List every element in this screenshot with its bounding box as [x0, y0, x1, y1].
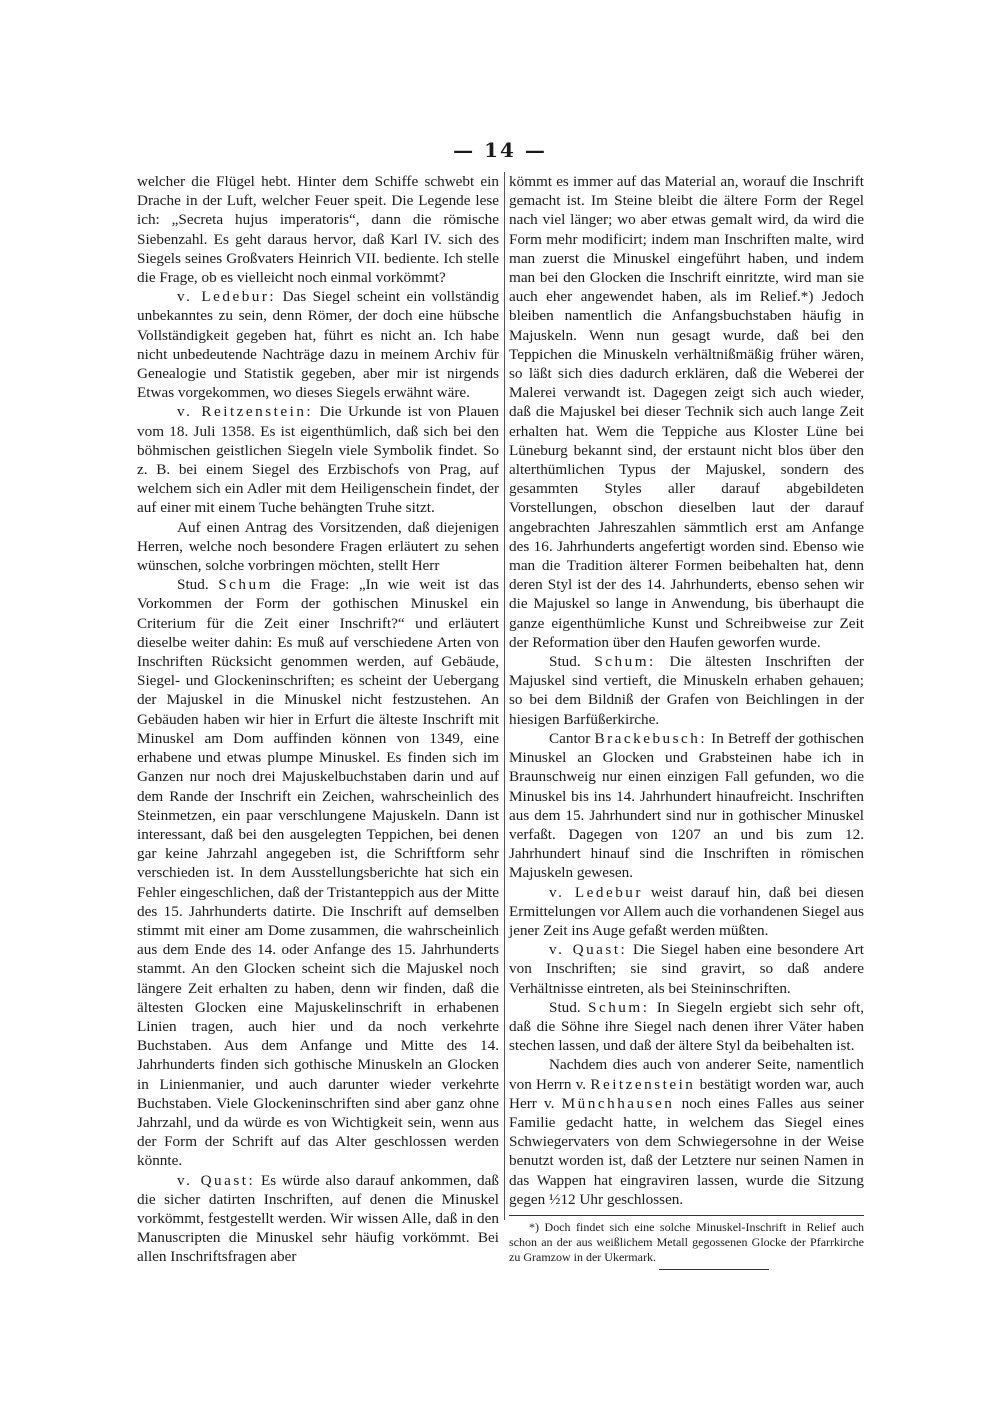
- page-number: — 14 —: [453, 138, 547, 162]
- paragraph: [137, 1171, 499, 1267]
- paragraph: [137, 287, 499, 402]
- right-column: [509, 172, 864, 1270]
- speaker-name: v. Ledebur:: [177, 288, 277, 306]
- speaker-name: v. Reitzenstein:: [177, 403, 314, 421]
- paragraph: [137, 402, 499, 517]
- column-divider: [504, 172, 505, 1220]
- person-name: Reitzenstein: [590, 1075, 696, 1093]
- paragraph-text: In Siegeln ergiebt sich sehr oft, daß die Söhne ihre Siegel nach denen ihrer Väter haben stechen lassen, und daß der ältere Styl da beibehalten ist.: [509, 998, 864, 1055]
- paragraph: [509, 883, 864, 941]
- paragraph-text: noch eines Falles aus seiner Familie gedacht hatte, in welchem das Siegel eines Schwiegervaters von dem Schwiegersohne in der Weise benutzt worden ist, daß der Letztere nur seinen Namen in das Wappen hat eingraviren lassen, wurde die Sitzung gegen ½12 Uhr geschlossen.: [509, 1094, 864, 1208]
- paragraph-text: Die Urkunde ist von Plauen vom 18. Juli 1358. Es ist eigenthümlich, daß sich bei den böhmischen geistlichen Siegeln viele Symbolik findet. So z. B. bei einem Siegel des Erzbischofs von Prag, auf welchem sich ein Adler mit dem Heiligenschein findet, der auf einer mit einem Tuche behängten Truhe sitzt.: [137, 403, 499, 517]
- speaker-title: Cantor: [549, 729, 591, 747]
- speaker-title: Stud.: [549, 998, 581, 1016]
- speaker-name: v. Quast:: [177, 1171, 256, 1189]
- left-column: [137, 172, 499, 1267]
- paragraph-text: Das Siegel scheint ein vollständig unbekanntes zu sein, denn Römer, der doch eine hübsche Vollständigkeit gegeben hat, führt es nicht an. Ich habe nicht unbedeutende Nachträge dazu in meinem Archiv für Genealogie und Statistik gegeben, aber mir ist nirgends Etwas vorgekommen, wo dieses Siegels erwähnt wäre.: [137, 288, 499, 402]
- paragraph-text: bestätigt worden war, auch Herr v.: [509, 1075, 864, 1112]
- paragraph-text: Nachdem dies auch von anderer Seite, namentlich von Herrn v.: [509, 1056, 864, 1093]
- speaker-name: Schum:: [594, 653, 656, 671]
- speaker-title: Stud.: [549, 653, 581, 671]
- paragraph: [137, 575, 499, 1170]
- footnote-end-rule: [659, 1269, 769, 1270]
- paragraph-text: Es würde also darauf ankommen, daß die sicher datirten Inschriften, auf denen die Minuskel vorkömmt, festgestellt werden. Wir wissen Alle, daß in den Manuscripten die Minuskel sehr häufig vorkömmt. Bei allen Inschriftsfragen aber: [137, 1171, 499, 1266]
- footnote: *) Doch findet sich eine solche Minuskel-Inschrift in Relief auch schon an der aus weißlichem Metall gegossenen Glocke der Pfarrkirche zu Gramzow in der Ukermark.: [509, 1219, 864, 1264]
- paragraph: kömmt es immer auf das Material an, worauf die Inschrift gemacht ist. Im Steine bleibt die ältere Form der Regel nach viel länger; wo aber etwas gemalt wird, da wird die Form mehr modificirt; indem man Inschriften malte, wird man zuerst die Minuskel eingeführt haben, und indem man bei den Glocken die Inschrift einritzte, wird man sie auch eher angewendet haben, als im Relief.*) Jedoch bleiben namentlich die Anfangsbuchstaben häufig in Majuskeln. Wenn nun gesagt wurde, daß bei den Teppichen die Minuskeln verhältnißmäßig früher wären, so läßt sich dies dadurch erklären, daß die Weberei der Malerei verwandt ist. Dagegen zeigt sich auch wieder, daß die Majuskel bei dieser Technik sich auch lange Zeit erhalten hat. Wem die Teppiche aus Kloster Lüne bei Lüneburg bekannt sind, der erstaunt nicht blos über den alterthümlichen Typus der Majuskel, sondern des gesammten Styles aller darauf abgebildeten Vorstellungen, obschon dieselben laut der darauf angebrachten Jahreszahlen sämmtlich erst am Anfange des 16. Jahrhunderts angefertigt worden sind. Ebenso wie man die Tradition älterer Formen beibehalten hat, denn deren Styl ist der des 14. Jahrhunderts, ebenso sehen wir die Majuskel so lange in Anwendung, bis überhaupt die ganze eigenthümliche Kunst und Schreibweise zur Zeit der Reformation über den Haufen geworfen wurde.: [509, 173, 864, 651]
- paragraph: Auf einen Antrag des Vorsitzenden, daß diejenigen Herren, welche noch besondere Fragen erläutert zu sehen wünschen, solche vorbringen möchten, stellt Herr: [137, 518, 499, 575]
- speaker-name: Schum: [218, 576, 273, 594]
- paragraph-text: Die Siegel haben eine besondere Art von Inschriften; sie sind gravirt, so daß andere Verhältnisse eintreten, als bei Steininschriften.: [509, 941, 865, 997]
- speaker-name: v. Ledebur: [549, 883, 643, 901]
- paragraph: [509, 998, 864, 1056]
- speaker-name: v. Quast:: [549, 941, 628, 959]
- paragraph: [509, 652, 864, 729]
- paragraph: [509, 940, 864, 998]
- speaker-name: Schum:: [588, 998, 650, 1016]
- paragraph-text: Die ältesten Inschriften der Majuskel sind vertieft, die Minuskeln erhaben gehauen; so bei dem Bildniß der Grafen von Beichlingen in der hiesigen Barfüßerkirche.: [509, 653, 864, 728]
- paragraph-text: In Betreff der gothischen Minuskel an Glocken und Grabsteinen habe ich in Braunschweig nur einen einzigen Fall gefunden, wo die Minuskel bis ins 14. Jahrhundert hinaufreicht. Inschriften aus dem 15. Jahrhundert sind nur in gothischer Minuskel verfaßt. Dagegen von 1207 an und bis zum 12. Jahrhundert hinauf sind die Inschriften in römischen Majuskeln gewesen.: [509, 729, 865, 882]
- person-name: Münchhausen: [561, 1094, 675, 1112]
- paragraph: [509, 1055, 864, 1209]
- paragraph-text: weist darauf hin, daß bei diesen Ermittelungen vor Allem auch die vorhandenen Siegel aus jener Zeit ins Auge gefaßt werden müßten.: [509, 883, 864, 939]
- paragraph: [509, 729, 864, 883]
- speaker-title: Stud.: [177, 576, 209, 594]
- paragraph: welcher die Flügel hebt. Hinter dem Schiffe schwebt ein Drache in der Luft, welcher Feuer speit. Die Legende lese ich: „Secreta hujus imperatoris“, dann die römische Siebenzahl. Es geht daraus hervor, daß Karl IV. sich des Siegels seines Großvaters Heinrich VII. bediente. Ich stelle die Frage, ob es vielleicht noch einmal vorkömmt?: [137, 173, 499, 287]
- paragraph-text: die Frage: „In wie weit ist das Vorkommen der Form der gothischen Minuskel ein Criterium für die Zeit einer Inschrift?“ und erläutert dieselbe weiter dahin: Es muß auf verschiedene Arten von Inschriften Rücksicht genommen werden, auf Gebäude, Siegel- und Glockeninschriften; es scheint der Uebergang der Majuskel in die Minuskel nicht festzustehen. An Gebäuden haben wir hier in Erfurt die älteste Inschrift mit Minuskel am Dom auffinden können von 1349, eine erhabene und etwas plumpe Minuskel. Es finden sich im Ganzen nur noch drei Majuskelbuchstaben darin und auf dem Rande der Inschrift ein Zeichen, wahrscheinlich des Steinmetzen, ein paar verschlungene Majuskeln. Dann ist interessant, daß bei den ausgelegten Teppichen, bei denen gar keine Jahrzahl angegeben ist, die Schriftform sehr verschieden ist. In dem Ausstellungsberichte hat sich ein Fehler eingeschlichen, daß der Tristanteppich aus der Mitte des 15. Jahrhunderts datirte. Die Inschrift auf demselben stimmt mit einer am Dome zusammen, die wahrscheinlich aus dem Ende des 14. oder Anfange des 15. Jahrhunderts stammt. An den Glocken scheint sich die Majuskel noch längere Zeit erhalten zu haben, denn wir finden, daß die ältesten Glocken eine Majuskelinschrift in erhabenen Linien tragen, auch hier und da noch verkehrte Buchstaben. Aus dem Anfange und Mitte des 14. Jahrhunderts finden sich gothische Minuskeln an Glocken in Linienmanier, und auch darunter wieder verkehrte Buchstaben. Viele Glockeninschriften sind aber ganz ohne Jahrzahl, und da würde es von Wichtigkeit sein, wenn aus der Form der Schrift auf das Alter geschlossen werden könnte.: [137, 576, 499, 1170]
- speaker-name: Brackebusch:: [594, 729, 708, 747]
- footnote-divider: [509, 1215, 864, 1216]
